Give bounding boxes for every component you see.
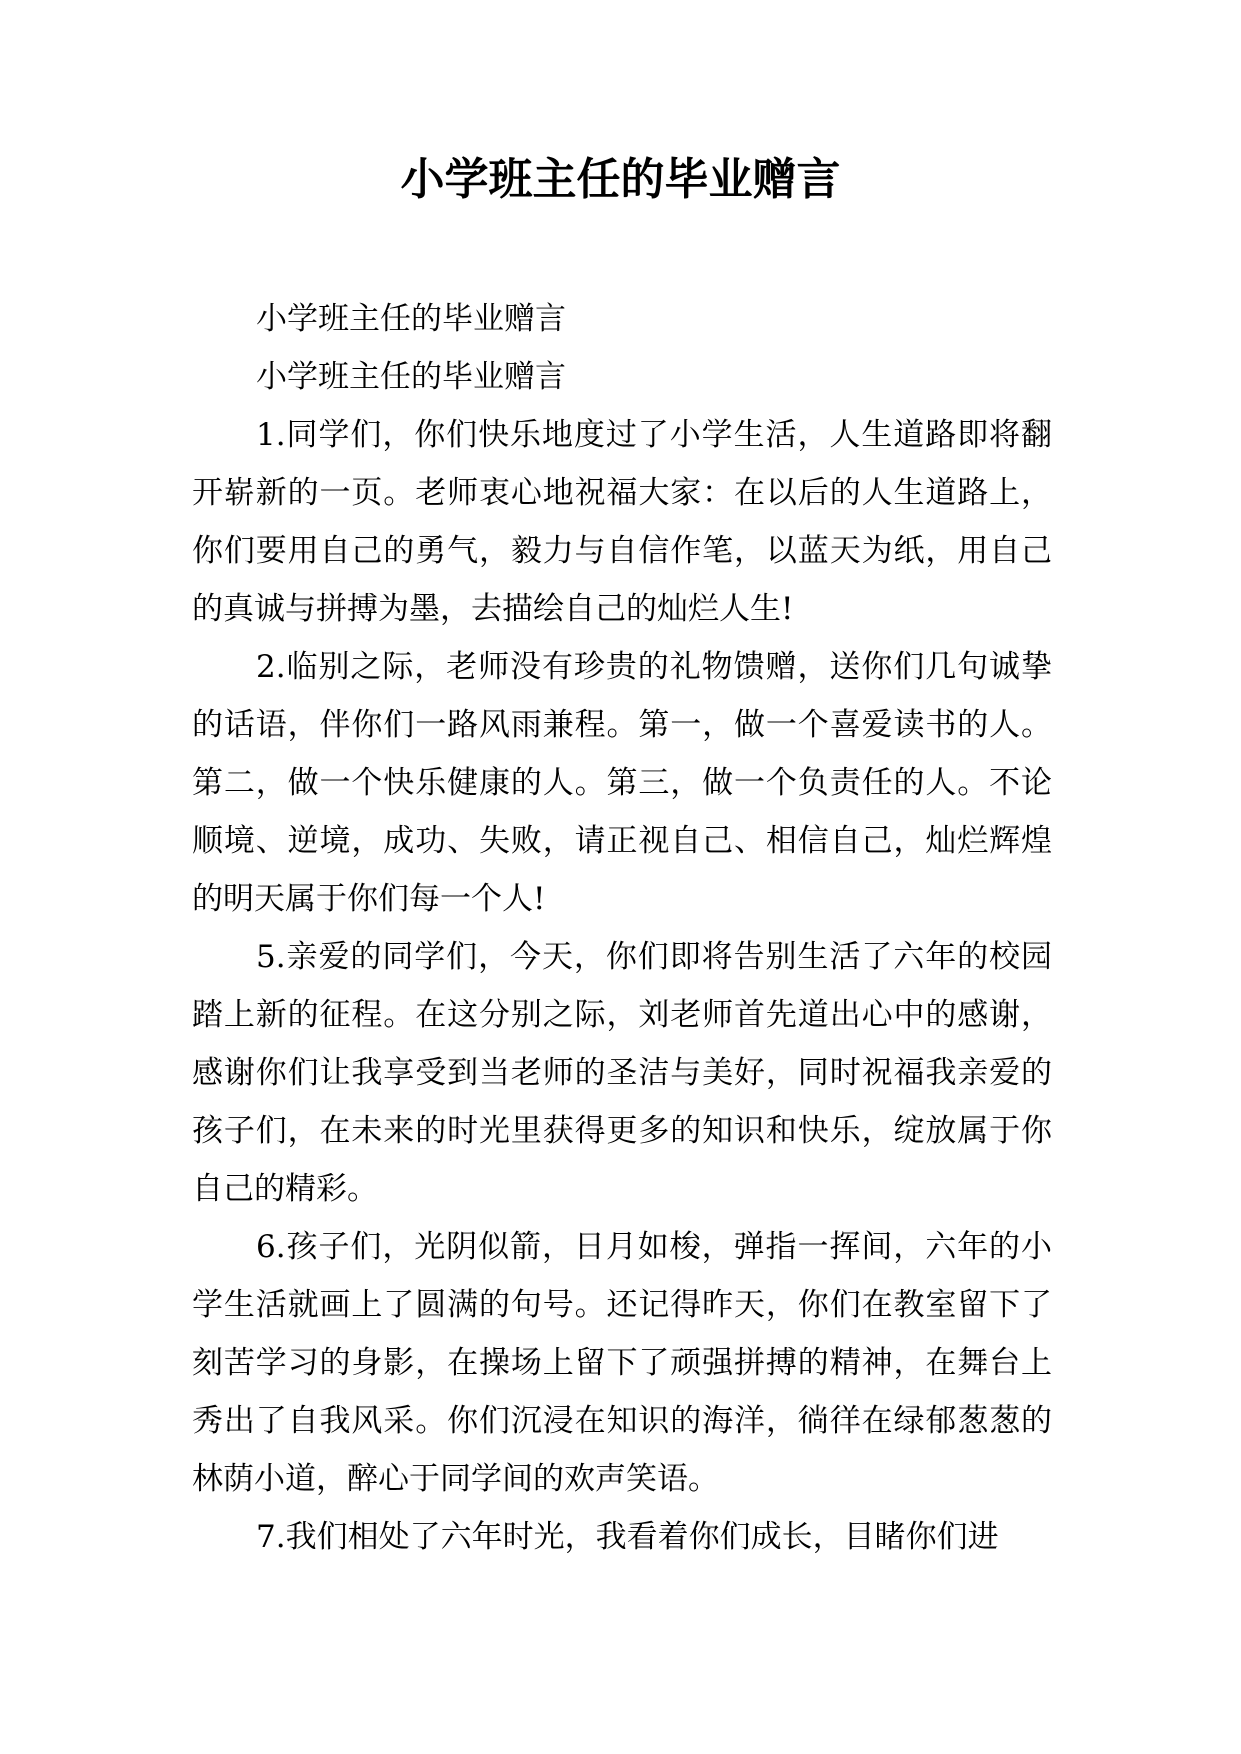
paragraph: 小学班主任的毕业赠言 [256,301,566,337]
paragraph: 5.亲爱的同学们，今天，你们即将告别生活了六年的校园踏上新的征程。在这分别之际，刘老师首先道出心中的感谢，感谢你们让我享受到当老师的圣洁与美好，同时祝福我亲爱的孩子们，在未来的时光里获得更多的知识和快乐，绽放属于你自己的精彩。 [192,939,1052,1207]
document-title: 小学班主任的毕业赠言 [400,154,841,205]
paragraph: 1.同学们，你们快乐地度过了小学生活，人生道路即将翻开崭新的一页。老师衷心地祝福大家：在以后的人生道路上，你们要用自己的勇气，毅力与自信作笔，以蓝天为纸，用自己的真诚与拼搏为墨，去描绘自己的灿烂人生! [192,417,1052,627]
paragraph: 2.临别之际，老师没有珍贵的礼物馈赠，送你们几句诚挚的话语，伴你们一路风雨兼程。第一，做一个喜爱读书的人。第二，做一个快乐健康的人。第三，做一个负责任的人。不论顺境、逆境，成功、失败，请正视自己、相信自己，灿烂辉煌的明天属于你们每一个人! [192,649,1052,917]
paragraph: 7.我们相处了六年时光，我看着你们成长，目睹你们进 [256,1519,999,1555]
paragraph: 6.孩子们，光阴似箭，日月如梭，弹指一挥间，六年的小学生活就画上了圆满的句号。还记得昨天，你们在教室留下了刻苦学习的身影，在操场上留下了顽强拼搏的精神，在舞台上秀出了自我风采。你们沉浸在知识的海洋，徜徉在绿郁葱葱的林荫小道，醉心于同学间的欢声笑语。 [192,1229,1052,1497]
paragraph: 小学班主任的毕业赠言 [256,359,566,395]
document-body [192,290,1052,1566]
